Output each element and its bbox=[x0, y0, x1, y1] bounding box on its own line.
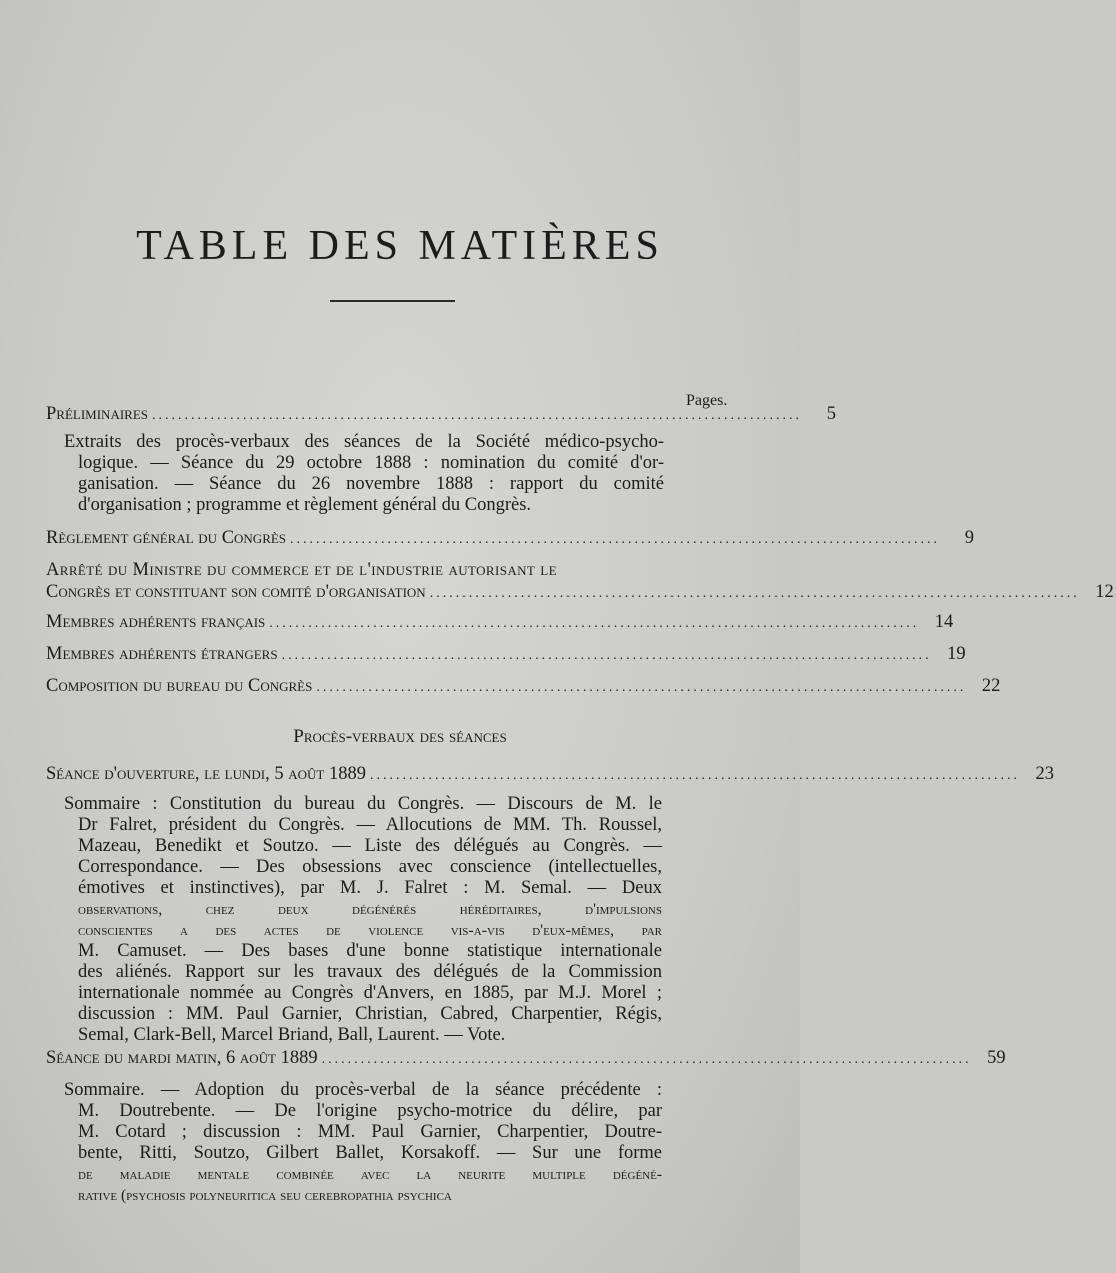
toc-entry-label: Préliminaires bbox=[46, 404, 149, 424]
toc-entry-label: Membres adhérents français bbox=[46, 612, 266, 632]
summary-line: M. Doutrebente. — De l'origine psycho-motrice du délire, par bbox=[78, 1101, 662, 1121]
summary-line: Sommaire. — Adoption du procès-verbal de la séance précédente : bbox=[64, 1080, 662, 1100]
dot-leader: .................................................................................................... bbox=[321, 1052, 972, 1067]
summary-line: Sommaire : Constitution du bureau du Congrès. — Discours de M. le bbox=[64, 794, 662, 814]
toc-entry-label: Règlement général du Congrès bbox=[46, 528, 287, 548]
dot-leader: .................................................................................................... bbox=[316, 680, 967, 695]
toc-entry-membres-etrangers[interactable] bbox=[46, 644, 966, 665]
summary-line: émotives et instinctives), par M. J. Falret : M. Semal. — Deux bbox=[78, 878, 662, 898]
summary-line: Dr Falret, président du Congrès. — Allocutions de MM. Th. Roussel, bbox=[78, 815, 662, 835]
toc-entry-label: Séance d'ouverture, le lundi, 5 août 1889 bbox=[46, 764, 366, 784]
toc-entry-seance-mardi[interactable] bbox=[46, 1048, 1006, 1069]
summary-line: bente, Ritti, Soutzo, Gilbert Ballet, Korsakoff. — Sur une forme bbox=[78, 1143, 662, 1163]
toc-entry-label: Composition du bureau du Congrès bbox=[46, 676, 313, 696]
dot-leader: .................................................................................................... bbox=[152, 408, 803, 423]
page-title: TABLE DES MATIÈRES bbox=[136, 223, 664, 269]
summary-line: M. Cotard ; discussion : MM. Paul Garnier, Charpentier, Doutre- bbox=[78, 1122, 662, 1142]
title-rule bbox=[330, 300, 455, 302]
summary-line: ganisation. — Séance du 26 novembre 1888 : rapport du comité bbox=[78, 474, 664, 494]
prelim-summary bbox=[64, 432, 664, 516]
summary-line: Mazeau, Benedikt et Soutzo. — Liste des délégués au Congrès. — bbox=[78, 836, 662, 856]
dot-leader: .................................................................................................... bbox=[369, 768, 1020, 783]
summary-line: observations, chez deux dégénérés héréditaires, d'impulsions bbox=[78, 901, 662, 918]
toc-entry-page: 9 bbox=[964, 528, 975, 548]
dot-leader: .................................................................................................... bbox=[281, 648, 932, 663]
summary-line: de maladie mentale combinée avec la neurite multiple dégéné- bbox=[78, 1166, 662, 1183]
toc-entry-page: 19 bbox=[947, 644, 966, 664]
dot-leader: .................................................................................................... bbox=[290, 532, 941, 547]
summary-line: des aliénés. Rapport sur les travaux des délégués de la Commission bbox=[78, 962, 662, 982]
summary-line: d'organisation ; programme et règlement général du Congrès. bbox=[78, 495, 532, 515]
toc-entry-label: Arrêté du Ministre du commerce et de l'industrie autorisant le bbox=[46, 560, 557, 580]
summary-line: conscientes a des actes de violence vis-a-vis d'eux-mêmes, par bbox=[78, 922, 662, 939]
sommaire-seance-mardi bbox=[64, 1080, 662, 1206]
summary-line: Extraits des procès-verbaux des séances de la Société médico-psycho- bbox=[64, 432, 664, 452]
sommaire-seance-ouverture bbox=[64, 794, 662, 1046]
toc-entry-composition-bureau[interactable] bbox=[46, 676, 1001, 697]
dot-leader: .................................................................................................... bbox=[269, 616, 920, 631]
toc-entry-label: Membres adhérents étrangers bbox=[46, 644, 278, 664]
toc-entry-page: 12 bbox=[1095, 582, 1114, 602]
toc-entry-membres-francais[interactable] bbox=[46, 612, 954, 633]
summary-line: internationale nommée au Congrès d'Anvers, en 1885, par M.J. Morel ; bbox=[78, 983, 662, 1003]
section-heading: Procès-verbaux des séances bbox=[293, 726, 507, 747]
pages-column-header: Pages. bbox=[686, 392, 728, 409]
toc-entry-label: Séance du mardi matin, 6 août 1889 bbox=[46, 1048, 318, 1068]
toc-entry-preliminaires[interactable] bbox=[46, 404, 837, 425]
dot-leader: .................................................................................................... bbox=[429, 586, 1080, 601]
summary-line: Correspondance. — Des obsessions avec conscience (intellectuelles, bbox=[78, 857, 662, 877]
toc-entry-arrete-line1[interactable] bbox=[46, 560, 710, 581]
toc-entry-seance-ouverture[interactable] bbox=[46, 764, 1054, 785]
summary-line: logique. — Séance du 29 octobre 1888 : nomination du comité d'or- bbox=[78, 453, 664, 473]
summary-line: Semal, Clark-Bell, Marcel Briand, Ball, Laurent. — Vote. bbox=[78, 1025, 506, 1045]
summary-line: M. Camuset. — Des bases d'une bonne statistique internationale bbox=[78, 941, 662, 961]
toc-entry-reglement[interactable] bbox=[46, 528, 975, 549]
summary-line: discussion : MM. Paul Garnier, Christian, Cabred, Charpentier, Régis, bbox=[78, 1004, 662, 1024]
toc-entry-label: Congrès et constituant son comité d'organisation bbox=[46, 582, 426, 602]
toc-entry-arrete[interactable] bbox=[46, 582, 1114, 603]
toc-entry-page: 59 bbox=[987, 1048, 1006, 1068]
toc-entry-page: 22 bbox=[981, 676, 1001, 696]
summary-line: rative (psychosis polyneuritica seu cerebropathia psychica bbox=[78, 1187, 452, 1204]
toc-entry-page: 5 bbox=[826, 404, 837, 424]
toc-entry-page: 23 bbox=[1035, 764, 1054, 784]
toc-entry-page: 14 bbox=[934, 612, 954, 632]
